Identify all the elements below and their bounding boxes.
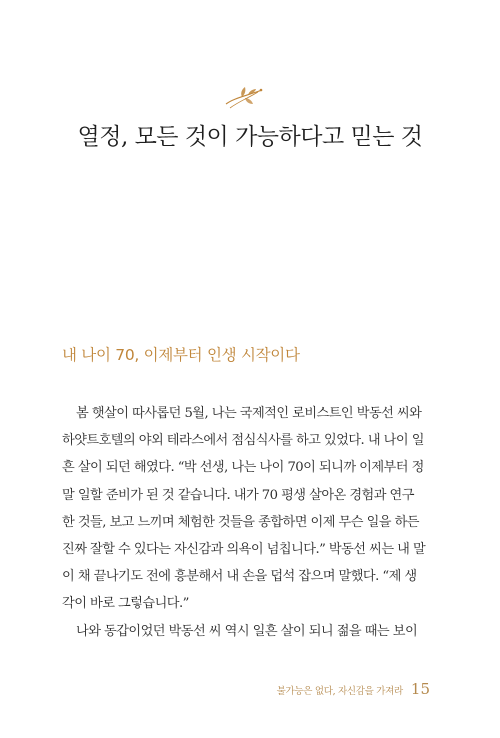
page-number: 15 <box>410 680 430 698</box>
body-line: 하얏트호텔의 야외 테라스에서 점심식사를 하고 있었다. 내 나이 일 <box>62 433 424 449</box>
body-line: 진짜 잘할 수 있다는 자신감과 의욕이 넘칩니다.” 박동선 씨는 내 말 <box>62 541 426 557</box>
section-heading: 내 나이 70, 이제부터 인생 시작이다 <box>62 346 300 364</box>
body-line: 한 것들, 보고 느끼며 체험한 것들을 종합하면 이제 무슨 일을 하든 <box>62 514 419 530</box>
body-line: 나와 동갑이었던 박동선 씨 역시 일흔 살이 되니 젊을 때는 보이 <box>76 623 418 639</box>
body-line: 말 일할 준비가 된 것 같습니다. 내가 70 평생 살아온 경험과 연구 <box>62 487 414 503</box>
body-text <box>62 400 432 645</box>
body-line: 각이 바로 그렇습니다.” <box>62 596 189 612</box>
body-line: 이 채 끝나기도 전에 흥분해서 내 손을 덥석 잡으며 말했다. “제 생 <box>62 569 417 585</box>
body-line: 흔 살이 되던 해였다. “박 선생, 나는 나이 70이 되니까 이제부터 정 <box>62 460 424 476</box>
body-line: 봄 햇살이 따사롭던 5월, 나는 국제적인 로비스트인 박동선 씨와 <box>76 406 422 421</box>
chapter-title: 열정, 모든 것이 가능하다고 믿는 것 <box>77 124 423 150</box>
floral-ornament-icon <box>224 84 266 110</box>
page-footer <box>277 680 430 698</box>
running-title: 불가능은 없다, 자신감을 가져라 <box>276 686 403 697</box>
